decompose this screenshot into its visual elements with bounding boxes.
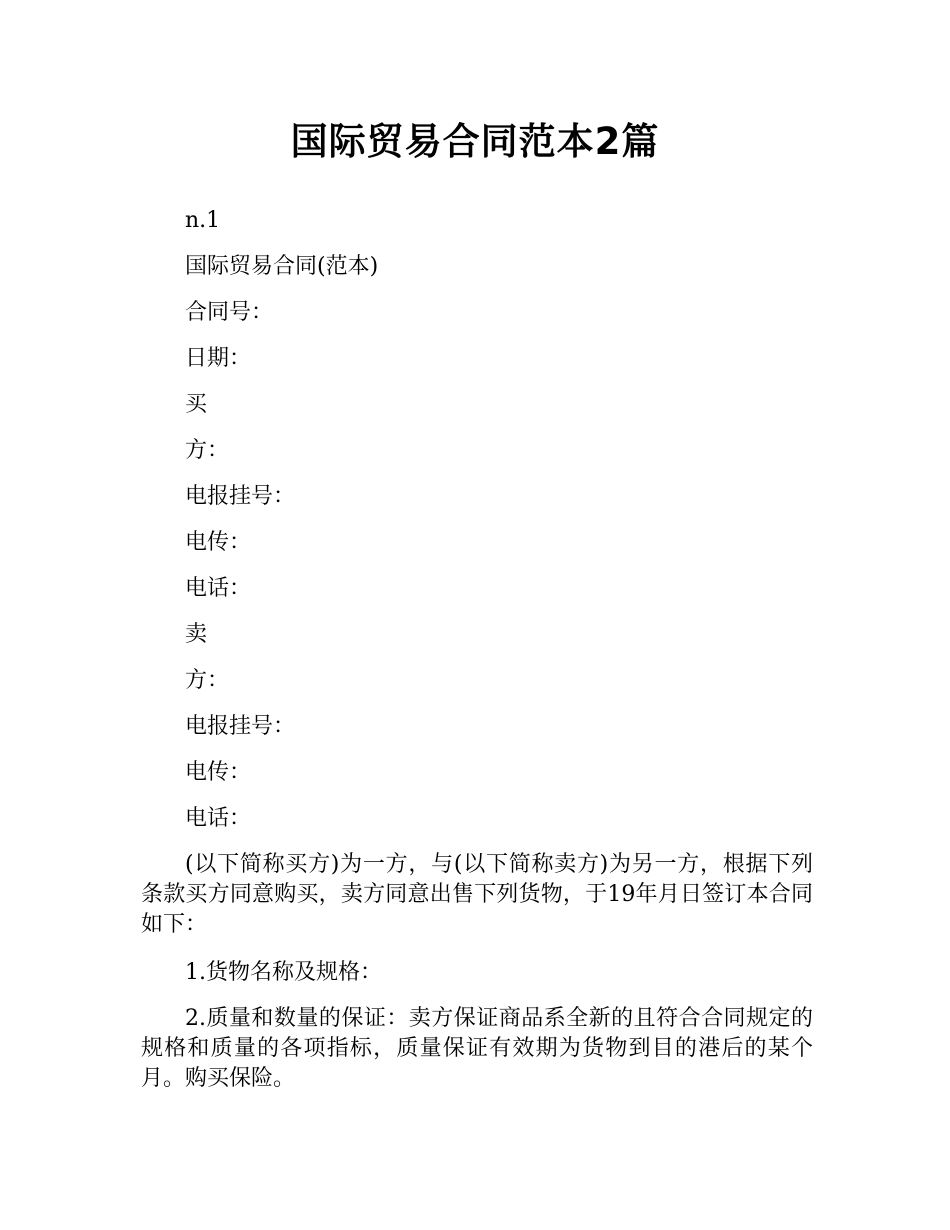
- doc-line: 卖: [185, 622, 208, 647]
- doc-line: 电报挂号：: [185, 484, 296, 509]
- doc-line: 方：: [185, 438, 230, 463]
- doc-line: 电话：: [185, 576, 252, 601]
- doc-line: 电话：: [185, 806, 252, 831]
- doc-line: n.1: [185, 208, 221, 233]
- doc-line: 电传：: [185, 760, 252, 785]
- doc-line: 方：: [185, 668, 230, 693]
- doc-line: 日期：: [185, 346, 252, 371]
- document-title: 国际贸易合同范本2篇: [290, 120, 660, 163]
- doc-line: 国际贸易合同(范本): [185, 254, 379, 279]
- doc-line: 电报挂号：: [185, 714, 296, 739]
- doc-paragraph: (以下简称买方)为一方，与(以下简称卖方)为另一方，根据下列条款买方同意购买，卖方同意出售下列货物，于19年月日签订本合同如下：: [141, 852, 813, 937]
- doc-line: 电传：: [185, 530, 252, 555]
- doc-line: 合同号：: [185, 300, 274, 325]
- doc-paragraph: 1.货物名称及规格：: [185, 960, 382, 985]
- doc-paragraph: 2.质量和数量的保证：卖方保证商品系全新的且符合合同规定的规格和质量的各项指标，质量保证有效期为货物到目的港后的某个月。购买保险。: [141, 1006, 813, 1091]
- doc-line: 买: [185, 392, 208, 417]
